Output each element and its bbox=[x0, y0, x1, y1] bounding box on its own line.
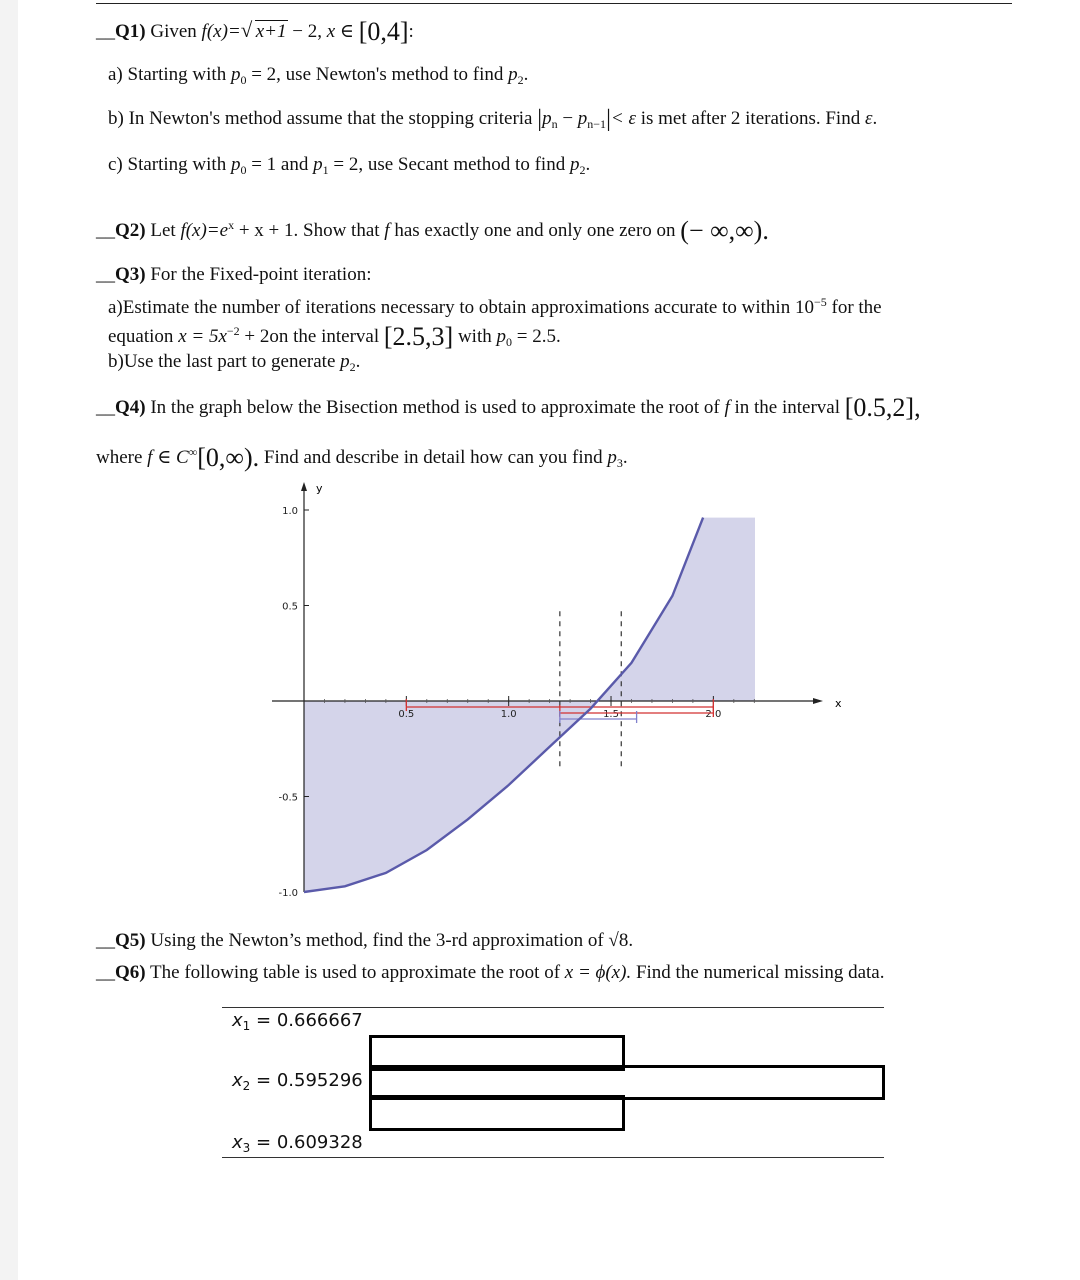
x-tick-label: 1.5 bbox=[603, 709, 619, 720]
q3a-label: a) bbox=[108, 297, 123, 318]
q1-sqrt bbox=[240, 18, 288, 42]
q1c-p0-sub: 0 bbox=[240, 163, 247, 177]
q1-radicand: x+1 bbox=[255, 21, 287, 42]
q1a-target-sub: 2 bbox=[517, 73, 524, 87]
abs-bar-left: | bbox=[537, 106, 543, 132]
q3a2-interval: [2.5,3] bbox=[383, 322, 454, 351]
q1b-lt: < ε bbox=[610, 108, 636, 129]
q1-interval: [0,4] bbox=[358, 17, 409, 46]
q1a-target: p bbox=[508, 64, 518, 85]
q1b-minus: − bbox=[562, 108, 574, 129]
q3a2-p-sub: 0 bbox=[505, 335, 512, 349]
x-axis-label: x bbox=[835, 697, 842, 710]
q1c-p0: p bbox=[230, 154, 241, 175]
y-tick-label: 0.5 bbox=[282, 601, 298, 613]
q3a2-text1: equation bbox=[108, 326, 174, 347]
q3a2-exp: −2 bbox=[226, 324, 240, 338]
q4-l2-text2: Find and describe in detail how can you find bbox=[263, 447, 603, 468]
q2-exp: x bbox=[228, 218, 235, 232]
q1-func: f(x)= bbox=[201, 21, 241, 42]
q1a-text: Starting with bbox=[127, 64, 227, 85]
q4-line1 bbox=[96, 393, 921, 422]
q2-number: Q2) bbox=[115, 220, 146, 241]
row2-var: x bbox=[232, 1070, 243, 1091]
q1-intro: Given bbox=[150, 21, 197, 42]
q3b-text: Use the last part to generate bbox=[123, 351, 336, 372]
q2-text1: Let bbox=[150, 220, 176, 241]
row3-sub: 3 bbox=[242, 1141, 251, 1155]
q2-f: f bbox=[384, 220, 390, 241]
q1a-p-sub: 0 bbox=[240, 73, 247, 87]
x-tick-label: 1.0 bbox=[500, 709, 517, 720]
q1b-text: In Newton's method assume that the stopping criteria bbox=[128, 108, 533, 129]
answer-blank: __ bbox=[96, 962, 115, 983]
q4-l2-interval: [0,∞). bbox=[197, 443, 260, 472]
q3a-exp: −5 bbox=[813, 295, 827, 309]
radical-sign: √ bbox=[240, 18, 253, 42]
q5-sqrt: √8 bbox=[608, 930, 629, 951]
q4-number: Q4) bbox=[115, 397, 146, 418]
q1c-end: . bbox=[585, 154, 591, 175]
q3a2-p: p bbox=[496, 326, 506, 347]
q1b-text2: is met after 2 iterations. Find bbox=[640, 108, 861, 129]
q3-heading bbox=[96, 263, 371, 287]
q4-f: f bbox=[724, 397, 730, 418]
q4-l2-sup: ∞ bbox=[188, 445, 198, 459]
q4-l2-end: . bbox=[622, 447, 628, 468]
q1b-end: . bbox=[872, 108, 878, 129]
q3b-p-sub: 2 bbox=[349, 360, 356, 374]
q3a2-text3: with bbox=[457, 326, 492, 347]
q1-domain-var: x ∈ bbox=[326, 21, 354, 42]
q1b-pn-sub: n bbox=[551, 117, 558, 131]
q6-eq: x = ϕ(x). bbox=[564, 962, 632, 983]
y-tick-label: -0.5 bbox=[278, 792, 298, 804]
q1-part-c bbox=[108, 153, 590, 182]
q3a-text2: for the bbox=[831, 297, 882, 318]
q3b-end: . bbox=[355, 351, 361, 372]
q4-l2-p: p bbox=[607, 447, 617, 468]
q1c-target: p bbox=[569, 154, 580, 175]
q5-number: Q5) bbox=[115, 930, 146, 951]
q1c-eq2: = 2, use Secant method to find bbox=[333, 154, 566, 175]
row3-var: x bbox=[232, 1132, 243, 1153]
answer-blank: __ bbox=[96, 21, 115, 42]
q3b-p: p bbox=[340, 351, 350, 372]
missing-data-box-3[interactable] bbox=[369, 1095, 625, 1131]
q2-func: f(x)=e bbox=[180, 220, 229, 241]
q3a2-val: = 2.5. bbox=[516, 326, 561, 347]
row1-value: = 0.666667 bbox=[256, 1010, 363, 1031]
answer-blank: __ bbox=[96, 397, 115, 418]
q4-text2: in the interval bbox=[734, 397, 841, 418]
answer-blank: __ bbox=[96, 930, 115, 951]
q1c-text: Starting with bbox=[127, 154, 227, 175]
shaded-area bbox=[304, 518, 755, 892]
q3-part-b bbox=[108, 350, 360, 379]
q1a-label: a) bbox=[108, 64, 123, 85]
row2-sub: 2 bbox=[242, 1079, 251, 1093]
q3a2-eq: x = 5x bbox=[178, 326, 227, 347]
row1-sub: 1 bbox=[242, 1019, 251, 1033]
q6-text2: Find the numerical missing data. bbox=[635, 962, 885, 983]
q1a-p: p bbox=[230, 64, 241, 85]
q3-part-a-line2 bbox=[108, 319, 561, 354]
q1c-label: c) bbox=[108, 154, 123, 175]
q6-line bbox=[96, 961, 885, 985]
q1c-p1-sub: 1 bbox=[322, 163, 329, 177]
x-tick-label: 2.0 bbox=[705, 709, 722, 720]
x-axis-arrow bbox=[813, 698, 823, 704]
y-tick-label: 1.0 bbox=[282, 506, 298, 517]
q2-interval: (− ∞,∞). bbox=[680, 216, 769, 245]
q2-text3: has exactly one and only one zero on bbox=[394, 220, 676, 241]
q1-part-a bbox=[108, 63, 528, 92]
q3-number: Q3) bbox=[115, 264, 146, 285]
q2-line bbox=[96, 213, 769, 243]
q3-part-a bbox=[108, 290, 882, 320]
q4-text1: In the graph below the Bisection method is used to approximate the root of bbox=[150, 397, 720, 418]
q4-l2-text1: where bbox=[96, 447, 143, 468]
y-axis-label: y bbox=[316, 482, 323, 495]
q3a2-eq-tail: + 2 bbox=[244, 326, 270, 347]
q1b-eps: ε bbox=[864, 108, 873, 129]
q1b-pn1: p bbox=[577, 108, 588, 129]
q4-interval: [0.5,2], bbox=[844, 393, 921, 422]
q1-heading bbox=[96, 17, 414, 46]
q1a-eq: = 2, use Newton's method to find bbox=[251, 64, 504, 85]
q1b-pn1-sub: n−1 bbox=[587, 117, 607, 131]
abs-bar-right: | bbox=[606, 106, 611, 132]
q3a-text1: Estimate the number of iterations necessary to obtain approximations accurate to within 10 bbox=[122, 297, 814, 318]
q2-text2: Show that bbox=[303, 220, 380, 241]
q6-number: Q6) bbox=[115, 962, 146, 983]
answer-blank: __ bbox=[96, 264, 115, 285]
row1-var: x bbox=[232, 1010, 243, 1031]
q1c-eq1: = 1 and bbox=[251, 154, 309, 175]
q1b-label: b) bbox=[108, 108, 124, 129]
q4-line2 bbox=[96, 440, 628, 475]
q6-text1: The following table is used to approximate the root of bbox=[150, 962, 561, 983]
q1-colon: : bbox=[408, 21, 414, 42]
q1-func-tail: − 2, bbox=[292, 21, 322, 42]
q5-text: Using the Newton’s method, find the 3-rd approximation of bbox=[150, 930, 604, 951]
y-tick-label: -1.0 bbox=[278, 888, 298, 899]
q1c-p1: p bbox=[313, 154, 323, 175]
q3a2-text2: on the interval bbox=[269, 326, 380, 347]
y-axis-arrow bbox=[301, 482, 307, 491]
q3-title: For the Fixed-point iteration: bbox=[150, 264, 372, 285]
x-tick-label: 0.5 bbox=[398, 709, 415, 720]
q1a-end: . bbox=[523, 64, 529, 85]
answer-blank: __ bbox=[96, 220, 115, 241]
q3b-label: b) bbox=[108, 351, 124, 372]
q1c-target-sub: 2 bbox=[579, 163, 586, 177]
top-rule bbox=[96, 3, 1012, 4]
q5-end: . bbox=[628, 930, 634, 951]
q1-number: Q1) bbox=[115, 21, 146, 42]
q5-line bbox=[96, 929, 633, 953]
bisection-graph bbox=[270, 478, 850, 908]
q1-part-b bbox=[108, 107, 877, 136]
q4-l2-f: f ∈ C bbox=[147, 447, 189, 468]
q2-func-tail: + x + 1. bbox=[238, 220, 299, 241]
row2-value: = 0.595296 bbox=[256, 1070, 363, 1091]
row3-value: = 0.609328 bbox=[256, 1132, 363, 1153]
q4-l2-p-sub: 3 bbox=[616, 456, 623, 470]
q1b-pn: p bbox=[542, 108, 552, 129]
